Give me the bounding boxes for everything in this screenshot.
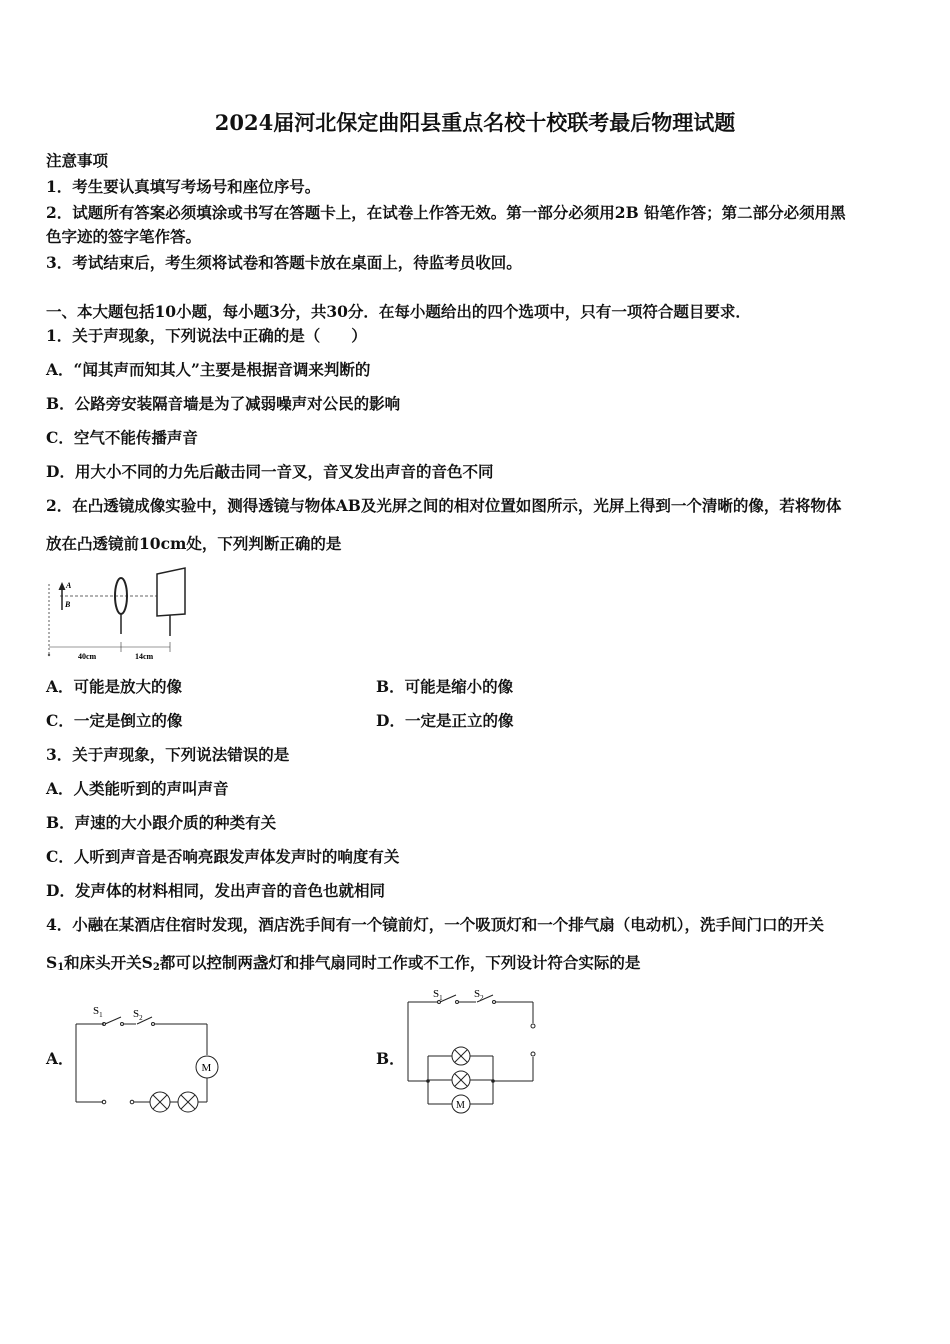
switch-s1-label: $S_1$	[93, 1005, 103, 1019]
notice-item: 2．试题所有答案必须填涂或书写在答题卡上，在试卷上作答无效。第一部分必须用2B 铅笔作答；第二部分必须用黑	[46, 203, 846, 222]
circuit-diagram-b	[400, 980, 550, 1122]
notice-item: 色字迹的签字笔作答。	[46, 227, 202, 246]
section-heading: 一、本大题包括10小题，每小题3分，共30分．在每小题给出的四个选项中，只有一项符合题目要求．	[46, 302, 751, 321]
distance-label-14: 14cm	[135, 652, 154, 661]
q3-option-c: C．人听到声音是否响亮跟发声体发声时的响度有关	[46, 847, 400, 866]
question-2-stem: 2．在凸透镜成像实验中，测得透镜与物体AB及光屏之间的相对位置如图所示，光屏上得到一个清晰的像，若将物体	[46, 496, 842, 515]
question-3-stem: 3．关于声现象，下列说法错误的是	[46, 745, 290, 764]
q3-option-a: A．人类能听到的声叫声音	[46, 779, 229, 798]
switch-s2-label: $S_2$	[133, 1008, 143, 1022]
q4-option-a-label: A．	[46, 1049, 74, 1068]
distance-label-40: 40cm	[78, 652, 97, 661]
lens-experiment-figure	[40, 562, 200, 666]
label-a: A	[66, 581, 72, 590]
q2-option-a: A．可能是放大的像	[46, 677, 183, 696]
q3-option-b: B．声速的大小跟介质的种类有关	[46, 813, 277, 832]
q1-option-c: C．空气不能传播声音	[46, 428, 198, 447]
label-b: B	[65, 600, 71, 609]
q1-option-a: A．“闻其声而知其人”主要是根据音调来判断的	[46, 360, 371, 379]
question-2-stem-cont: 放在凸透镜前10cm处，下列判断正确的是	[46, 534, 342, 553]
q1-option-d: D．用大小不同的力先后敲击同一音叉，音叉发出声音的音色不同	[46, 462, 494, 481]
question-4-stem: 4．小融在某酒店住宿时发现，酒店洗手间有一个镜前灯，一个吸顶灯和一个排气扇（电动机），洗手间门口的开关	[46, 915, 825, 934]
switch-s2-label: $S_2$	[474, 988, 484, 1002]
q2-option-c: C．一定是倒立的像	[46, 711, 183, 730]
notice-item: 1．考生要认真填写考场号和座位序号。	[46, 177, 321, 196]
q1-option-b: B．公路旁安装隔音墙是为了减弱噪声对公民的影响	[46, 394, 401, 413]
question-1-stem: 1．关于声现象，下列说法中正确的是（ ）	[46, 326, 367, 345]
question-4-stem-cont: $S_1$和床头开关$S_2$都可以控制两盏灯和排气扇同时工作或不工作，下列设计符合实际的是	[46, 953, 641, 973]
motor-label: M	[456, 1100, 465, 1111]
switch-s1-label: $S_1$	[433, 988, 443, 1002]
notice-item: 3．考试结束后，考生须将试卷和答题卡放在桌面上，待监考员收回。	[46, 253, 522, 272]
motor-label: M	[201, 1062, 212, 1074]
circuit-diagram-a	[66, 1000, 226, 1114]
notice-heading: 注意事项	[46, 151, 109, 170]
q4-option-b-label: B．	[376, 1049, 405, 1068]
q2-option-b: B．可能是缩小的像	[376, 677, 514, 696]
q2-option-d: D．一定是正立的像	[376, 711, 514, 730]
q3-option-d: D．发声体的材料相同，发出声音的音色也就相同	[46, 881, 385, 900]
exam-title: 2024届河北保定曲阳县重点名校十校联考最后物理试题	[214, 110, 736, 135]
